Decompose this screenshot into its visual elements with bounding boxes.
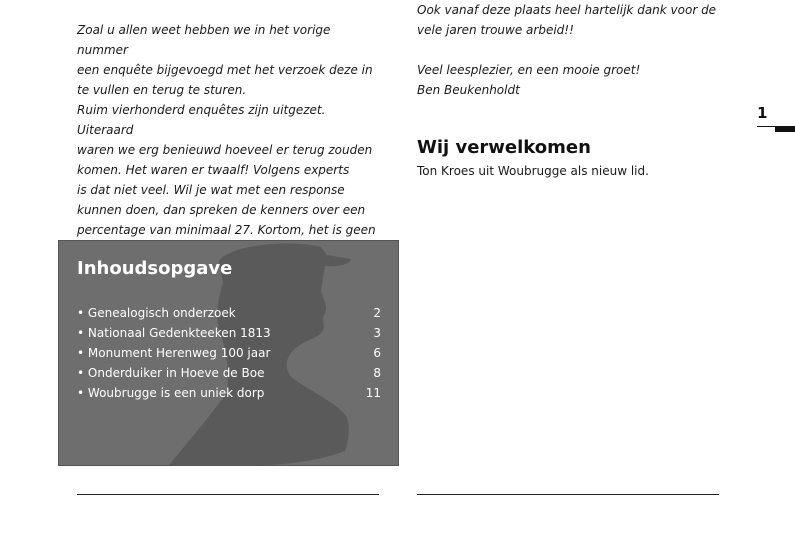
toc-item-page: 2: [373, 306, 381, 320]
toc-item[interactable]: [77, 363, 381, 383]
toc-item[interactable]: [77, 323, 381, 343]
left-column: [77, 20, 377, 260]
toc-item-page: 11: [365, 386, 381, 400]
toc-item-page: 8: [373, 366, 381, 380]
right-column: [417, 0, 727, 178]
left-footer-rule: [77, 494, 379, 495]
toc-item-page: 3: [373, 326, 381, 340]
thanks-paragraph: Ook vanaf deze plaats heel hartelijk dank voor de vele jaren trouwe arbeid!!: [417, 3, 717, 37]
toc-item-label: • Onderduiker in Hoeve de Boe: [77, 363, 264, 383]
welcome-heading: Wij verwelkomen: [417, 137, 591, 158]
intro-paragraph: Zoal u allen weet hebben we in het vorige nummer een enquête bijgevoegd met het verzoek deze in te vullen en terug te sturen. Ruim vierhonderd enquêtes zijn uitgezet. Uiteraard waren we erg benieuwd hoeveel er terug zouden komen. Het waren er twaalf! Volgens experts is dat niet veel. Wil je wat met een response kunnen doen, dan spreken de kenners over een percentage van minimaal 27. Kortom, het is geen: [77, 23, 376, 237]
toc-item-page: 6: [373, 346, 381, 360]
greeting-paragraph: Veel leesplezier, en een mooie groet! Ben Beukenholdt: [417, 63, 641, 97]
toc-item-label: • Genealogisch onderzoek: [77, 303, 236, 323]
toc-item[interactable]: [77, 383, 381, 403]
toc-item-label: • Nationaal Gedenkteeken 1813: [77, 323, 271, 343]
toc-list: [77, 303, 381, 403]
toc-item[interactable]: [77, 303, 381, 323]
page-marker-bar: [775, 126, 795, 132]
toc-title: Inhoudsopgave: [77, 258, 233, 279]
page-marker: [757, 126, 795, 132]
toc-item-label: • Woubrugge is een uniek dorp: [77, 383, 264, 403]
toc-box: [58, 240, 399, 466]
toc-item-label: • Monument Herenweg 100 jaar: [77, 343, 270, 363]
toc-item[interactable]: [77, 343, 381, 363]
right-footer-rule: [417, 494, 719, 495]
page-number: 1: [757, 104, 768, 122]
welcome-text: Ton Kroes uit Woubrugge als nieuw lid.: [417, 164, 649, 178]
